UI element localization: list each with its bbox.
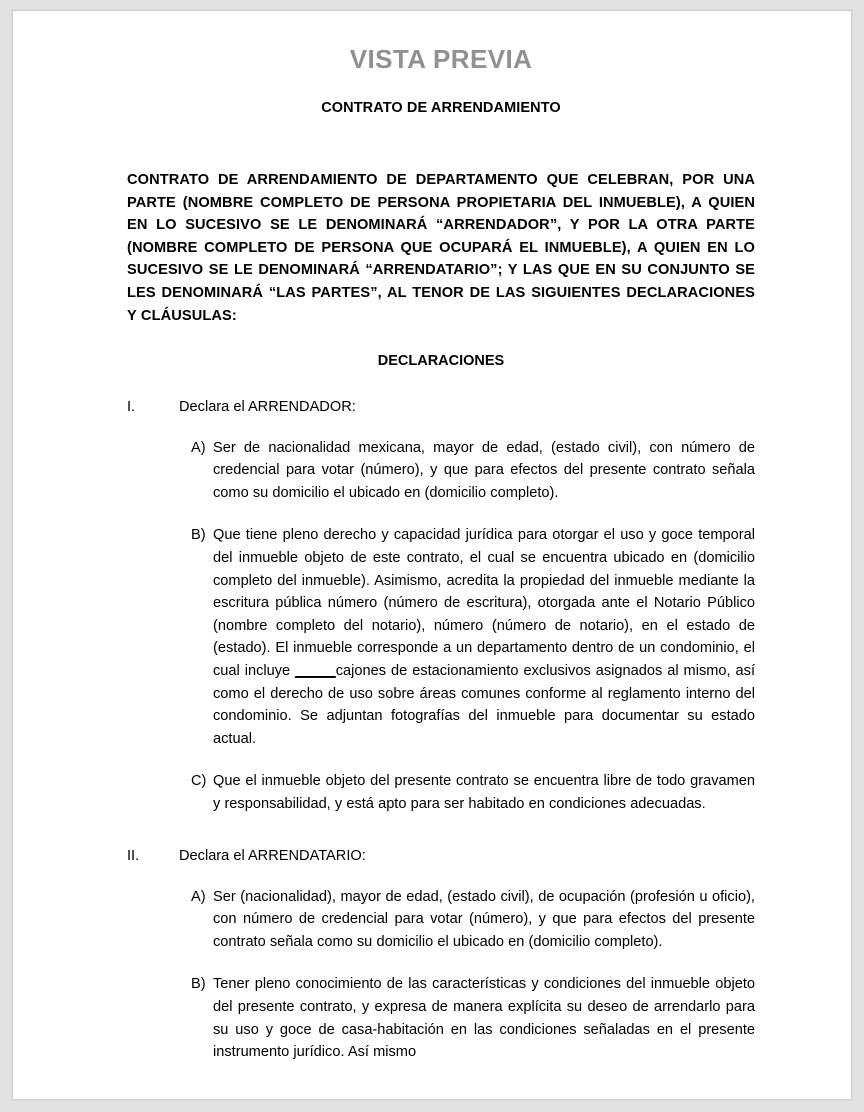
declarant-section-ii-heading-row (127, 846, 755, 868)
item-text-i-a: Ser de nacionalidad mexicana, mayor de edad, (estado civil), con número de credencial para votar (número), y que para efectos del presente contrato señala como su domicilio el ubicado en (domicilio completo). (213, 439, 755, 501)
item-text-i-c: Que el inmueble objeto del presente contrato se encuentra libre de todo gravamen y responsabilidad, y está apto para ser habitado en condiciones adecuadas. (213, 773, 755, 813)
list-item (127, 973, 755, 1063)
list-item (127, 770, 755, 815)
item-marker-i-c: C) (191, 773, 207, 790)
section-numeral-ii: II. (127, 847, 140, 864)
list-item (127, 524, 755, 750)
fill-in-blank-parking-spaces[interactable]: _____ (295, 663, 336, 680)
declaraciones-heading: DECLARACIONES (377, 353, 505, 370)
item-text-i-b-part1: Que tiene pleno derecho y capacidad jurídica para otorgar el uso y goce temporal del inmueble objeto de este contrato, el cual se encuentra ubicado en (domicilio completo del inmueble). Asimismo, acredita la propiedad del inmueble mediante la escritura pública número (número de escritura), otorgada ante el Notario Público (nombre completo del notario), número (número de notario), en el estado de (estado). El inmueble corresponde a un departamento dentro de un condominio, el cual incluye (213, 527, 755, 680)
item-marker-i-a: A) (191, 439, 206, 456)
section-heading-ii: Declara el ARRENDATARIO: (179, 847, 366, 864)
item-marker-ii-a: A) (191, 888, 206, 905)
section-numeral-i: I. (127, 398, 136, 415)
list-item (127, 886, 755, 954)
document-body (127, 45, 755, 1084)
item-text-ii-b: Tener pleno conocimiento de las características y condiciones del inmueble objeto del presente contrato, y expresa de manera explícita su deseo de arrendarlo para su uso y goce de casa-habitación en las condiciones señaladas en el presente instrumento jurídico. Así mismo (213, 976, 755, 1061)
item-text-i-b (213, 524, 755, 750)
document-page (12, 10, 852, 1100)
list-item (127, 437, 755, 505)
declarant-section-i-heading-row (127, 397, 755, 419)
item-text-i-b-part2: cajones de estacionamiento exclusivos asignados al mismo, así como el derecho de uso sobre áreas comunes conforme al reglamento interno del condominio. Se adjuntan fotografías del inmueble para documentar su estado actual. (213, 663, 756, 747)
item-marker-ii-b: B) (191, 976, 206, 993)
section-heading-i: Declara el ARRENDADOR: (179, 398, 356, 415)
contract-preamble-paragraph: CONTRATO DE ARRENDAMIENTO DE DEPARTAMENTO QUE CELEBRAN, POR UNA PARTE (NOMBRE COMPLETO DE PERSONA PROPIETARIA DEL INMUEBLE), A QUIEN EN LO SUCESIVO SE LE DENOMINARÁ “ARRENDADOR”, Y POR LA OTRA PARTE (NOMBRE COMPLETO DE PERSONA QUE OCUPARÁ EL INMUEBLE), A QUIEN EN LO SUCESIVO SE LE DENOMINARÁ “ARRENDATARIO”; Y LAS QUE EN SU CONJUNTO SE LES DENOMINARÁ “LAS PARTES”, AL TENOR DE LAS SIGUIENTES DECLARACIONES Y CLÁUSULAS: (127, 171, 755, 324)
item-text-ii-a: Ser (nacionalidad), mayor de edad, (estado civil), de ocupación (profesión u oficio), con número de credencial para votar (número), y que para efectos del presente contrato señala como su domicilio el ubicado en (domicilio completo). (213, 888, 755, 950)
preview-watermark-title: VISTA PREVIA (349, 44, 533, 74)
section-spacer (127, 836, 755, 846)
contract-title: CONTRATO DE ARRENDAMIENTO (321, 99, 561, 116)
item-marker-i-b: B) (191, 527, 206, 544)
